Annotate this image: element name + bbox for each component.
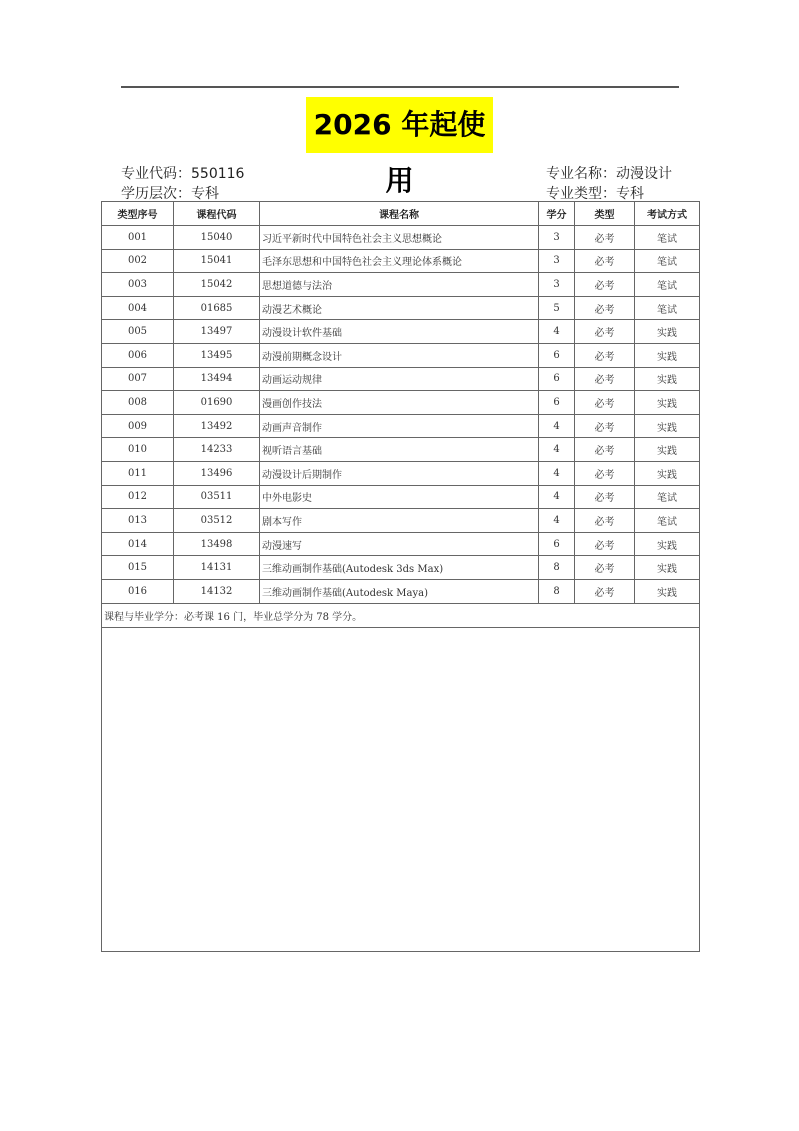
cell-name: 视听语言基础 (260, 438, 539, 462)
cell-code: 14131 (174, 556, 260, 580)
cell-seq: 016 (102, 579, 174, 603)
cell-type: 必考 (575, 249, 635, 273)
major-name: 专业名称：动漫设计 (546, 166, 672, 182)
cell-exam: 实践 (635, 343, 700, 367)
cell-exam: 笔试 (635, 226, 700, 250)
cell-name: 动画声音制作 (260, 414, 539, 438)
cell-credit: 4 (539, 485, 575, 509)
table-header-row (102, 202, 700, 226)
cell-name: 三维动画制作基础(Autodesk 3ds Max) (260, 556, 539, 580)
cell-exam: 实践 (635, 461, 700, 485)
cell-name: 毛泽东思想和中国特色社会主义理论体系概论 (260, 249, 539, 273)
cell-seq: 011 (102, 461, 174, 485)
cell-seq: 004 (102, 296, 174, 320)
cell-exam: 实践 (635, 367, 700, 391)
cell-exam: 实践 (635, 532, 700, 556)
cell-credit: 4 (539, 461, 575, 485)
cell-name: 漫画创作技法 (260, 391, 539, 415)
table-row (102, 391, 700, 415)
cell-credit: 5 (539, 296, 575, 320)
header-type: 类型 (575, 202, 635, 226)
cell-type: 必考 (575, 461, 635, 485)
cell-name: 中外电影史 (260, 485, 539, 509)
cell-name: 剧本写作 (260, 509, 539, 533)
table-row (102, 532, 700, 556)
table-row (102, 320, 700, 344)
table-row (102, 556, 700, 580)
cell-exam: 实践 (635, 438, 700, 462)
header-seq: 类型序号 (102, 202, 174, 226)
cell-code: 15040 (174, 226, 260, 250)
table-row (102, 579, 700, 603)
cell-credit: 3 (539, 249, 575, 273)
cell-type: 必考 (575, 485, 635, 509)
cell-seq: 010 (102, 438, 174, 462)
cell-exam: 实践 (635, 391, 700, 415)
cell-seq: 005 (102, 320, 174, 344)
cell-seq: 001 (102, 226, 174, 250)
cell-code: 14233 (174, 438, 260, 462)
cell-exam: 笔试 (635, 485, 700, 509)
cell-code: 15042 (174, 273, 260, 297)
cell-name: 习近平新时代中国特色社会主义思想概论 (260, 226, 539, 250)
cell-exam: 实践 (635, 320, 700, 344)
cell-name: 动画运动规律 (260, 367, 539, 391)
cell-seq: 002 (102, 249, 174, 273)
cell-seq: 012 (102, 485, 174, 509)
cell-name: 思想道德与法治 (260, 273, 539, 297)
table-row (102, 249, 700, 273)
cell-type: 必考 (575, 296, 635, 320)
cell-code: 13494 (174, 367, 260, 391)
table-row (102, 438, 700, 462)
cell-type: 必考 (575, 414, 635, 438)
notes-area (102, 627, 700, 951)
cell-type: 必考 (575, 343, 635, 367)
top-divider (121, 86, 679, 88)
summary-row (102, 603, 700, 627)
course-table (101, 201, 700, 952)
cell-seq: 006 (102, 343, 174, 367)
cell-name: 动漫前期概念设计 (260, 343, 539, 367)
table-row (102, 273, 700, 297)
header-credit: 学分 (539, 202, 575, 226)
notes-area-row (102, 627, 700, 951)
header-name: 课程名称 (260, 202, 539, 226)
major-code: 专业代码：550116 (121, 166, 245, 182)
header-exam: 考试方式 (635, 202, 700, 226)
cell-name: 动漫设计软件基础 (260, 320, 539, 344)
cell-code: 13498 (174, 532, 260, 556)
cell-credit: 6 (539, 532, 575, 556)
cell-type: 必考 (575, 367, 635, 391)
cell-credit: 4 (539, 438, 575, 462)
cell-name: 动漫艺术概论 (260, 296, 539, 320)
table-row (102, 226, 700, 250)
cell-type: 必考 (575, 226, 635, 250)
table-row (102, 367, 700, 391)
cell-code: 13492 (174, 414, 260, 438)
table-row (102, 485, 700, 509)
cell-code: 13496 (174, 461, 260, 485)
cell-code: 14132 (174, 579, 260, 603)
cell-exam: 笔试 (635, 249, 700, 273)
cell-type: 必考 (575, 556, 635, 580)
cell-code: 13495 (174, 343, 260, 367)
cell-seq: 015 (102, 556, 174, 580)
table-row (102, 509, 700, 533)
table-row (102, 343, 700, 367)
cell-credit: 8 (539, 579, 575, 603)
cell-type: 必考 (575, 579, 635, 603)
page-title: 2026 年起使用 (306, 97, 493, 153)
cell-seq: 009 (102, 414, 174, 438)
major-type: 专业类型：专科 (546, 186, 644, 202)
cell-credit: 3 (539, 273, 575, 297)
cell-exam: 笔试 (635, 509, 700, 533)
cell-credit: 3 (539, 226, 575, 250)
cell-exam: 实践 (635, 579, 700, 603)
cell-seq: 008 (102, 391, 174, 415)
cell-credit: 6 (539, 391, 575, 415)
cell-code: 03512 (174, 509, 260, 533)
cell-code: 01690 (174, 391, 260, 415)
cell-exam: 笔试 (635, 273, 700, 297)
cell-seq: 014 (102, 532, 174, 556)
cell-seq: 003 (102, 273, 174, 297)
cell-type: 必考 (575, 509, 635, 533)
cell-exam: 笔试 (635, 296, 700, 320)
cell-name: 动漫速写 (260, 532, 539, 556)
header-code: 课程代码 (174, 202, 260, 226)
cell-name: 三维动画制作基础(Autodesk Maya) (260, 579, 539, 603)
cell-credit: 4 (539, 414, 575, 438)
cell-seq: 007 (102, 367, 174, 391)
cell-type: 必考 (575, 438, 635, 462)
education-level: 学历层次：专科 (121, 186, 219, 202)
cell-type: 必考 (575, 273, 635, 297)
cell-seq: 013 (102, 509, 174, 533)
cell-credit: 4 (539, 509, 575, 533)
cell-name: 动漫设计后期制作 (260, 461, 539, 485)
summary-text: 课程与毕业学分：必考课 16 门，毕业总学分为 78 学分。 (102, 603, 700, 627)
cell-code: 13497 (174, 320, 260, 344)
cell-code: 01685 (174, 296, 260, 320)
cell-type: 必考 (575, 391, 635, 415)
cell-exam: 实践 (635, 414, 700, 438)
cell-credit: 8 (539, 556, 575, 580)
table-row (102, 461, 700, 485)
cell-credit: 6 (539, 343, 575, 367)
cell-credit: 6 (539, 367, 575, 391)
cell-code: 03511 (174, 485, 260, 509)
table-row (102, 296, 700, 320)
table-row (102, 414, 700, 438)
cell-type: 必考 (575, 320, 635, 344)
cell-code: 15041 (174, 249, 260, 273)
cell-type: 必考 (575, 532, 635, 556)
cell-credit: 4 (539, 320, 575, 344)
cell-exam: 实践 (635, 556, 700, 580)
